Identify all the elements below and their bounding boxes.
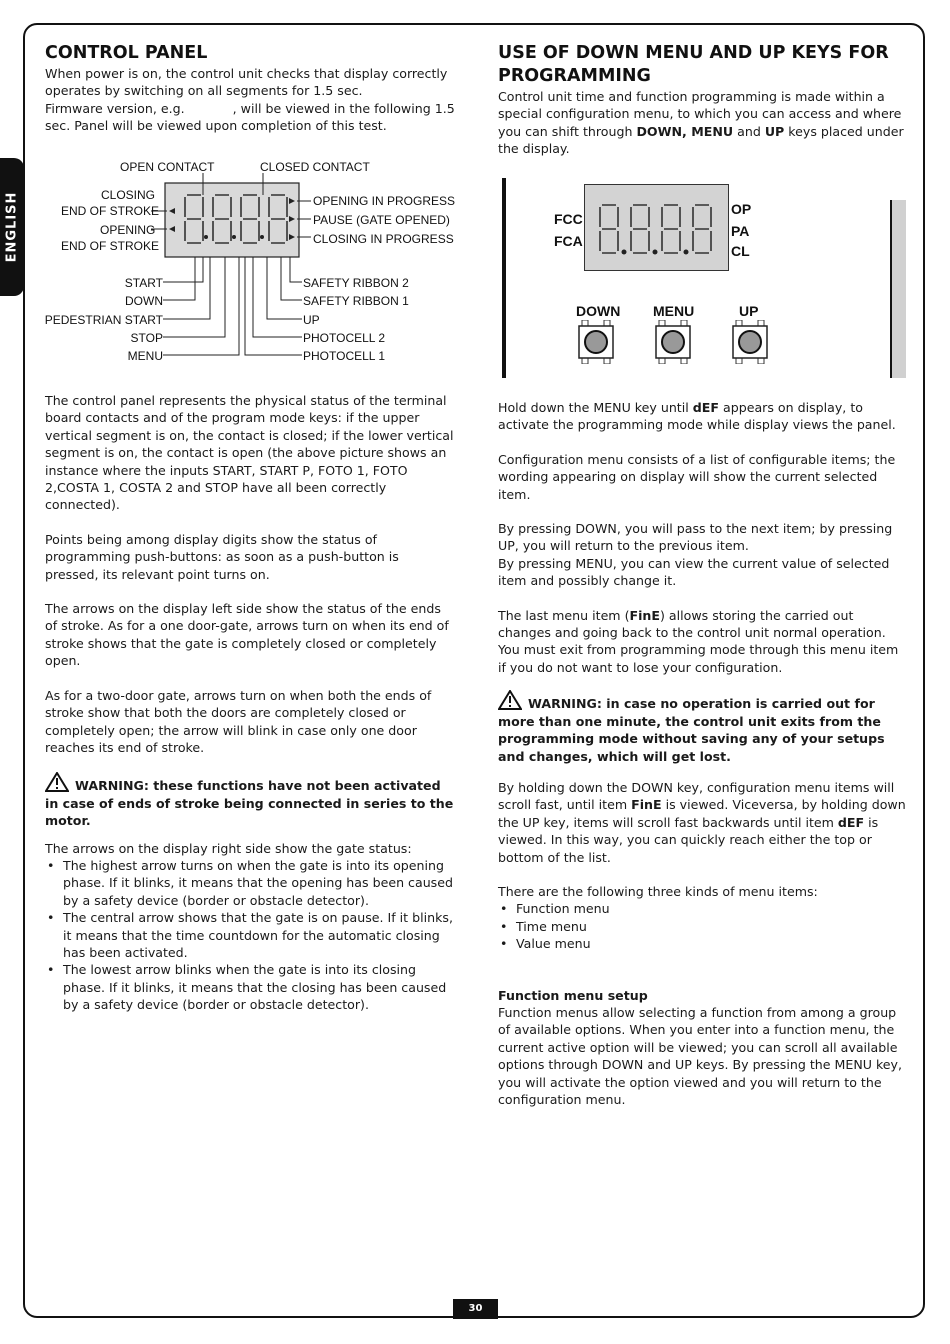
label-pedestrian-start: PEDESTRIAN START — [44, 313, 163, 327]
down-key-label: DOWN — [576, 303, 621, 319]
right-body — [498, 399, 908, 1108]
menu-key[interactable] — [655, 320, 691, 364]
warning-icon — [45, 772, 69, 792]
down-key[interactable] — [578, 320, 614, 364]
intro-text-1: When power is on, the control unit checks that display correctly operates by switching on all segments for 1.5 sec. — [45, 66, 448, 99]
list-item: • Time menu — [498, 918, 908, 935]
paragraph: Points being among display digits show the status of programming push-buttons: as soon as a push-button is pressed, its relevant point turns on. — [45, 531, 399, 582]
intro-text: Control unit time and function programming is made within a special configuration menu, to which you can access and where you can shift through DOWN, MENU and UP keys placed under the display. — [498, 89, 904, 157]
label-start: START — [124, 276, 163, 290]
programming-heading: USE OF DOWN MENU AND UP KEYS FOR PROGRAMMING — [498, 43, 889, 86]
programming-panel-figure — [500, 175, 908, 380]
label-closed-contact: CLOSED CONTACT — [260, 160, 370, 174]
label-open-contact: OPEN CONTACT — [120, 160, 215, 174]
mark-op: OP — [731, 201, 752, 217]
label-safety-ribbon-1: SAFETY RIBBON 1 — [303, 294, 409, 308]
label-end-of-stroke-2: END OF STROKE — [61, 239, 160, 253]
left-column — [45, 42, 459, 135]
paragraph: There are the following three kinds of menu items: — [498, 883, 818, 899]
menu-kinds-list — [498, 900, 908, 952]
warning-note: WARNING: in case no operation is carried out for more than one minute, the control unit exits from the programming mode without saving any of your setups and changes, which will get lost. — [498, 690, 908, 765]
mark-cl: CL — [731, 243, 750, 259]
paragraph: As for a two-door gate, arrows turn on when both the ends of stroke show that both the doors are completely closed or completely open; the arrow will blink in case only one door reaches its end of stroke. — [45, 687, 432, 755]
page-number: 30 — [453, 1299, 498, 1319]
up-key-label: UP — [739, 303, 759, 319]
gate-status-list — [45, 857, 455, 1014]
control-panel-diagram — [45, 155, 455, 370]
control-panel-heading: CONTROL PANEL — [45, 43, 208, 63]
label-pause: PAUSE (GATE OPENED) — [313, 213, 450, 227]
function-menu-subheading: Function menu setup — [498, 987, 648, 1003]
language-tab: ENGLISH — [0, 158, 24, 296]
label-photocell-2: PHOTOCELL 2 — [303, 331, 386, 345]
intro-text-2: Firmware version, e.g. , will be viewed in the following 1.5 sec. Panel will be viewed upon completion of this test. — [45, 100, 459, 134]
label-down: DOWN — [125, 294, 163, 308]
up-key[interactable] — [732, 320, 768, 364]
paragraph: The control panel represents the physical status of the terminal board contacts and of the program mode keys: if the upper vertical segment is on, the contact is closed; if the lower vertical segment is on, the contact is open (the above picture shows an instance where the inputs START, START P, FOTO 1, FOTO 2,COSTA 1, COSTA 2 and STOP have all been correctly connected). — [45, 393, 454, 513]
warning-note: WARNING: these functions have not been activated in case of ends of stroke being connected in series to the motor. — [45, 772, 455, 829]
paragraph: The last menu item (FinE) allows storing the carried out changes and going back to the control unit normal operation. You must exit from programming mode through this menu item if you do not want to lose your configuration. — [498, 607, 899, 675]
list-item: • Function menu — [498, 900, 908, 917]
label-opening: OPENING — [100, 223, 156, 237]
label-up: UP — [303, 313, 320, 327]
label-safety-ribbon-2: SAFETY RIBBON 2 — [303, 276, 409, 290]
label-menu: MENU — [127, 349, 163, 363]
mark-fca: FCA — [554, 233, 583, 249]
paragraph: By holding down the DOWN key, configuration menu items will scroll fast, until item FinE is viewed. Viceversa, by holding down the UP key, items will scroll fast backwards until item dEF is viewed. In this way, you can quickly reach either the top or bottom of the list. — [498, 779, 906, 865]
mark-pa: PA — [731, 223, 750, 239]
list-item: • Value menu — [498, 935, 908, 952]
label-closing-in-progress: CLOSING IN PROGRESS — [313, 232, 454, 246]
display-digits — [585, 185, 728, 270]
panel-left-edge — [502, 178, 506, 378]
paragraph: By pressing DOWN, you will pass to the next item; by pressing UP, you will return to the previous item. — [498, 521, 893, 554]
paragraph: The arrows on the display left side show the status of the ends of stroke. As for a one door-gate, arrows turn on when its end of stroke shows that the gate is completely closed or completely open. — [45, 601, 449, 669]
label-closing: CLOSING — [101, 188, 156, 202]
label-photocell-1: PHOTOCELL 1 — [303, 349, 386, 363]
paragraph: Configuration menu consists of a list of configurable items; the wording appearing on display will show the current selected item. — [498, 451, 896, 502]
paragraph: The arrows on the display right side show the gate status: — [45, 840, 412, 856]
paragraph: Function menus allow selecting a function from among a group of available options. When you enter into a function menu, the current active option will be viewed; you can scroll all available options through DOWN and UP keys. By pressing the MENU key, you will activate the option viewed and you will return to the configuration menu. — [498, 1004, 903, 1107]
menu-key-label: MENU — [653, 303, 695, 319]
label-opening-in-progress: OPENING IN PROGRESS — [313, 194, 456, 208]
label-end-of-stroke-1: END OF STROKE — [61, 204, 160, 218]
label-stop: STOP — [130, 331, 163, 345]
list-item: • The highest arrow turns on when the gate is into its opening phase. If it blinks, it means that the opening has been caused by a safety device (border or obstacle detector). — [45, 857, 455, 909]
left-body — [45, 392, 455, 1014]
paragraph: By pressing MENU, you can view the current value of selected item and possibly change it. — [498, 555, 890, 589]
paragraph: Hold down the MENU key until dEF appears on display, to activate the programming mode while display views the panel. — [498, 400, 896, 433]
panel-right-edge — [890, 200, 906, 378]
list-item: • The lowest arrow blinks when the gate is into its closing phase. If it blinks, it means that the closing has been caused by a safety device (border or obstacle detector). — [45, 961, 455, 1013]
mark-fcc: FCC — [554, 211, 583, 227]
list-item: • The central arrow shows that the gate is on pause. If it blinks, it means that the time countdown for the automatic closing has been activated. — [45, 909, 455, 961]
display-screen — [584, 184, 729, 271]
warning-icon — [498, 690, 522, 710]
right-column — [498, 42, 908, 158]
